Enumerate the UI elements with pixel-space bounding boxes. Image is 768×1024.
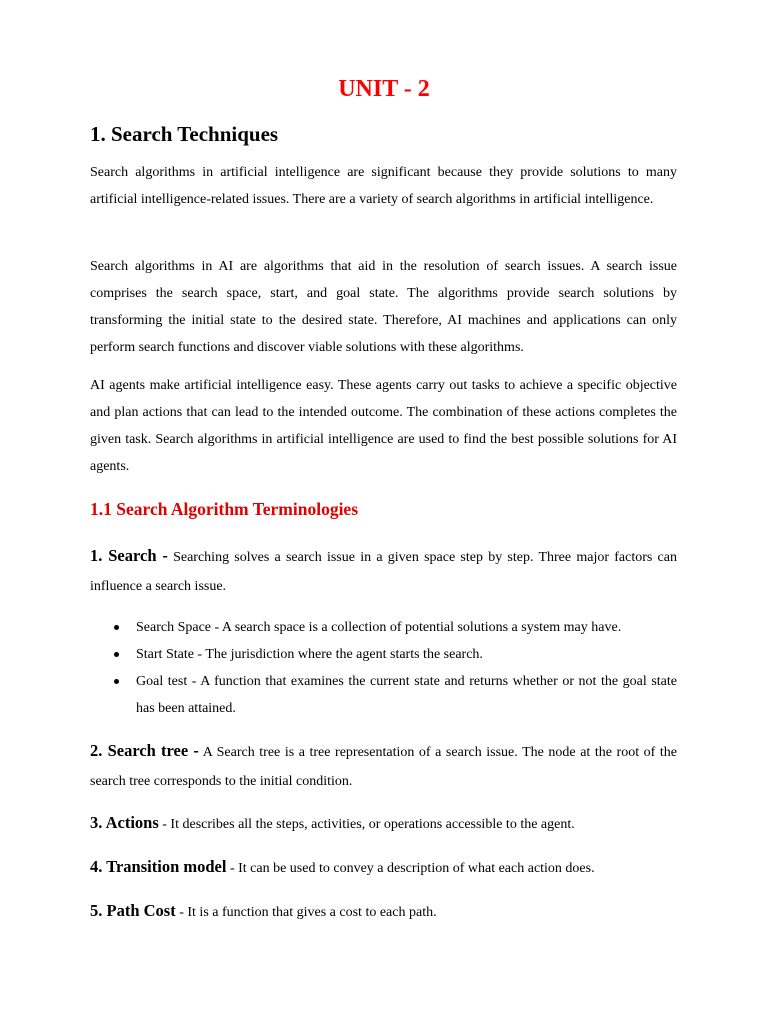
bullet-list — [90, 614, 677, 722]
list-item — [90, 641, 677, 668]
bullet-icon — [114, 679, 119, 684]
term-text: Searching solves a search issue in a given space step by step. Three major factors can influence a search issue. — [90, 550, 677, 594]
list-item — [90, 614, 677, 641]
term-name: 1. Search - — [90, 546, 168, 565]
term-path-cost — [90, 896, 677, 927]
paragraph-2: Search algorithms in AI are algorithms that aid in the resolution of search issues. A search issue comprises the search space, start, and goal state. The algorithms provide search solutions by transforming the initial state to the desired state. Therefore, AI machines and applications can only perform search functions and discover viable solutions with these algorithms. — [90, 259, 677, 355]
term-name: 3. Actions — [90, 813, 159, 832]
term-text: - It is a function that gives a cost to each path. — [179, 905, 437, 920]
term-name: 2. Search tree - — [90, 741, 199, 760]
unit-title: UNIT - 2 — [338, 76, 430, 102]
bullet-text: Goal test - A function that examines the current state and returns whether or not the goal state has been attained. — [136, 674, 677, 716]
term-name: 4. Transition model — [90, 857, 227, 876]
bullet-text: Start State - The jurisdiction where the agent starts the search. — [136, 647, 483, 662]
term-actions — [90, 808, 677, 839]
paragraph-3: AI agents make artificial intelligence easy. These agents carry out tasks to achieve a specific objective and plan actions that can lead to the intended outcome. The combination of these actions completes the given task. Search algorithms in artificial intelligence are used to find the best possible solutions for AI agents. — [90, 378, 677, 474]
subsection-heading: 1.1 Search Algorithm Terminologies — [90, 499, 359, 519]
term-text: A Search tree is a tree representation of a search issue. The node at the root of the search tree corresponds to the initial condition. — [90, 745, 677, 789]
term-search — [90, 541, 677, 601]
list-item — [90, 668, 677, 722]
term-text: - It describes all the steps, activities, or operations accessible to the agent. — [162, 817, 575, 832]
term-text: - It can be used to convey a description of what each action does. — [229, 861, 595, 876]
term-transition-model — [90, 852, 677, 883]
bullet-icon — [114, 652, 119, 657]
term-name: 5. Path Cost — [90, 901, 176, 920]
paragraph-1: Search algorithms in artificial intelligence are significant because they provide solutions to many artificial intelligence-related issues. There are a variety of search algorithms in artificial intelligence. — [90, 165, 677, 207]
bullet-icon — [114, 625, 119, 630]
section-heading: 1. Search Techniques — [90, 122, 279, 146]
bullet-text: Search Space - A search space is a collection of potential solutions a system may have. — [136, 620, 622, 635]
term-search-tree — [90, 736, 677, 796]
